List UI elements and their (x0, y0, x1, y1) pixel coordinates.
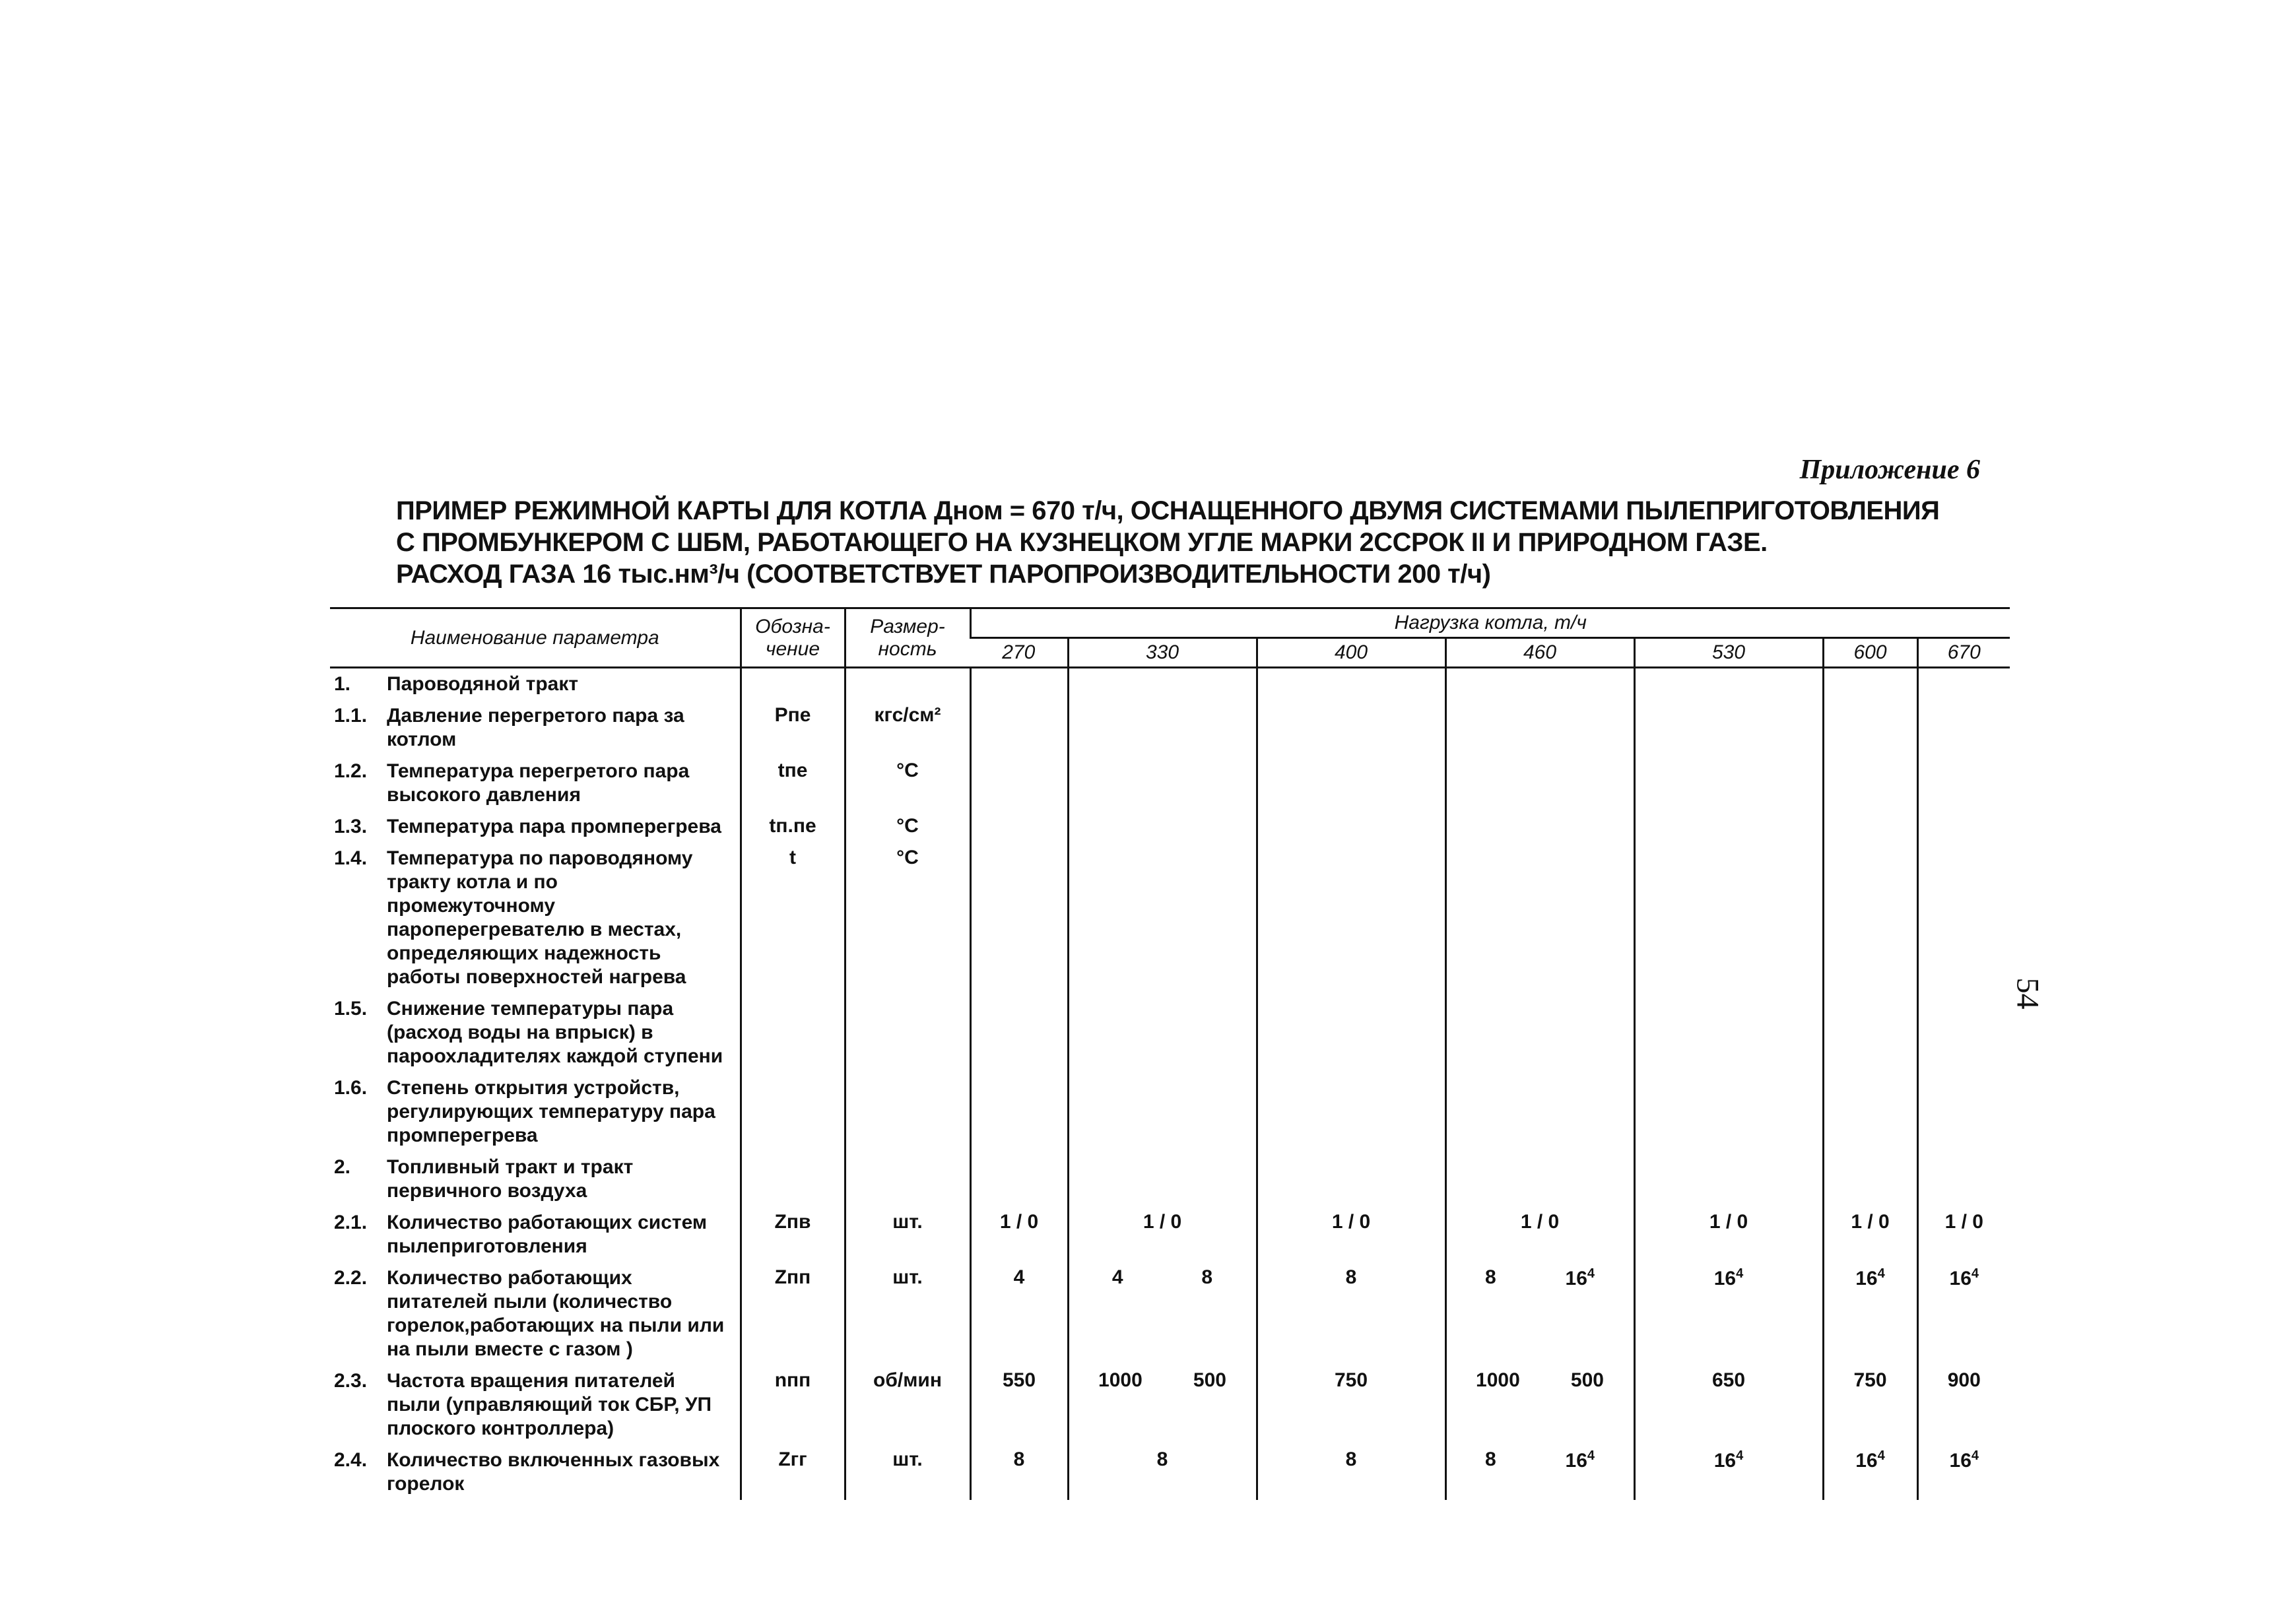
row-name: Степень открытия устройств, регулирующих температуру пара промперегрева (387, 1077, 715, 1146)
value-b: 8 (1201, 1266, 1213, 1288)
row-name: Температура по пароводяному тракту котла и по промежуточному пароперегревателю в местах, определяющих надежность работы поверхностей нагрева (387, 847, 693, 988)
row-symbol: Zпп (741, 1262, 845, 1365)
row-number: 2.1. (334, 1212, 368, 1233)
row-number: 1.5. (334, 998, 368, 1020)
value-cell: 900 (1917, 1365, 2010, 1445)
value-b: 500 (1570, 1369, 1604, 1391)
page-number: 54 (2010, 977, 2045, 1010)
footnote-mark: 4 (1587, 1266, 1595, 1281)
footnote-mark: 4 (1587, 1448, 1595, 1463)
value-cell (1445, 1445, 1634, 1500)
table-row (330, 1262, 2010, 1365)
row-symbol (741, 993, 845, 1072)
row-unit: °С (845, 811, 970, 843)
row-unit: шт. (845, 1207, 970, 1262)
value-a: 8 (1484, 1448, 1496, 1470)
title-line-3: РАСХОД ГАЗА 16 тыс.нм³/ч (СООТВЕТСТВУЕТ ПАРОПРОИЗВОДИТЕЛЬНОСТИ 200 т/ч) (396, 560, 1491, 589)
value-cell: 1 / 0 (970, 1207, 1068, 1262)
value-a: 8 (1484, 1266, 1496, 1288)
row-name: Пароводяной тракт (387, 673, 579, 695)
table-row (330, 756, 2010, 811)
row-name: Количество работающих систем пылеприготовления (387, 1212, 708, 1257)
header-unit: Размер-ность (845, 608, 970, 668)
row-symbol: tп.пе (741, 811, 845, 843)
header-load-600: 600 (1823, 638, 1917, 668)
header-load-400: 400 (1257, 638, 1445, 668)
value-cell: 8 (970, 1445, 1068, 1500)
table-row (330, 993, 2010, 1072)
header-load-270: 270 (970, 638, 1068, 668)
row-number: 1.1. (334, 705, 368, 727)
row-name: Частота вращения питателей пыли (управляющий ток СБР, УП плоского контроллера) (387, 1370, 712, 1439)
value-cell (1445, 1365, 1634, 1445)
header-symbol: Обозна-чение (741, 608, 845, 668)
value-cell: $16^4$ (1823, 1445, 1917, 1500)
value-cell: 8 (1257, 1445, 1445, 1500)
table-row (330, 811, 2010, 843)
row-name: Температура пара промперегрева (387, 816, 721, 837)
row-symbol (741, 1152, 845, 1207)
row-name: Количество работающих питателей пыли (количество горелок,работающих на пыли или на пыли вместе с газом ) (387, 1267, 725, 1360)
row-symbol: nпп (741, 1365, 845, 1445)
table-row (330, 668, 2010, 701)
value-cell: 750 (1823, 1365, 1917, 1445)
header-name: Наименование параметра (330, 608, 741, 668)
header-load-460: 460 (1445, 638, 1634, 668)
appendix-label: Приложение 6 (1799, 455, 1980, 485)
value-cell: $16^4$ (1917, 1262, 2010, 1365)
value-b: $16^4$ (1565, 1448, 1595, 1472)
value-a: 1000 (1098, 1369, 1143, 1391)
row-unit: °С (845, 756, 970, 811)
table-row (330, 1152, 2010, 1207)
row-name: Снижение температуры пара (расход воды на впрыск) в пароохладителях каждой ступени (387, 998, 723, 1067)
value-a: 4 (1111, 1266, 1123, 1288)
table-row (330, 700, 2010, 756)
value-cell: 650 (1634, 1365, 1823, 1445)
value-cell: 550 (970, 1365, 1068, 1445)
row-unit: °С (845, 843, 970, 993)
value-cell: 1 / 0 (1823, 1207, 1917, 1262)
value-b: $16^4$ (1565, 1266, 1595, 1289)
footnote-mark: 4 (1877, 1266, 1885, 1281)
footnote-mark: 4 (1971, 1448, 1979, 1463)
row-number: 2. (334, 1156, 351, 1178)
value-cell: 1 / 0 (1634, 1207, 1823, 1262)
value-cell (1068, 1262, 1257, 1365)
row-unit: об/мин (845, 1365, 970, 1445)
row-number: 1. (334, 673, 351, 695)
header-load-530: 530 (1634, 638, 1823, 668)
table-row (330, 1445, 2010, 1500)
value-cell: $16^4$ (1634, 1262, 1823, 1365)
row-number: 2.4. (334, 1449, 368, 1471)
value-b: 500 (1193, 1369, 1226, 1391)
value-cell: 750 (1257, 1365, 1445, 1445)
value-cell: 8 (1257, 1262, 1445, 1365)
table-row (330, 843, 2010, 993)
value-a: 1000 (1476, 1369, 1520, 1391)
row-name: Температура перегретого пара высокого давления (387, 760, 690, 806)
footnote-mark: 4 (1736, 1448, 1744, 1463)
row-symbol (741, 1072, 845, 1152)
row-symbol (741, 668, 845, 701)
row-symbol: tпе (741, 756, 845, 811)
value-cell: 1 / 0 (1068, 1207, 1257, 1262)
value-cell: 8 (1068, 1445, 1257, 1500)
row-unit: шт. (845, 1262, 970, 1365)
row-symbol: Zпв (741, 1207, 845, 1262)
row-number: 1.3. (334, 816, 368, 837)
row-symbol: t (741, 843, 845, 993)
document-title (396, 495, 1940, 590)
value-cell: 1 / 0 (1257, 1207, 1445, 1262)
row-unit (845, 993, 970, 1072)
row-unit: кгс/см² (845, 700, 970, 756)
value-cell (1068, 1365, 1257, 1445)
value-cell: 4 (970, 1262, 1068, 1365)
row-unit: шт. (845, 1445, 970, 1500)
row-number: 2.2. (334, 1267, 368, 1289)
table-row (330, 1072, 2010, 1152)
row-number: 2.3. (334, 1370, 368, 1392)
table-row (330, 1365, 2010, 1445)
footnote-mark: 4 (1971, 1266, 1979, 1281)
value-cell (1445, 1262, 1634, 1365)
title-line-1: ПРИМЕР РЕЖИМНОЙ КАРТЫ ДЛЯ КОТЛА Дном = 670 т/ч, ОСНАЩЕННОГО ДВУМЯ СИСТЕМАМИ ПЫЛЕПРИГОТОВЛЕНИЯ (396, 496, 1940, 525)
header-load: Нагрузка котла, т/ч (970, 608, 2010, 638)
row-unit (845, 1072, 970, 1152)
footnote-mark: 4 (1736, 1266, 1744, 1281)
row-symbol: Pпе (741, 700, 845, 756)
value-cell: $16^4$ (1823, 1262, 1917, 1365)
row-number: 1.4. (334, 847, 368, 869)
row-unit (845, 1152, 970, 1207)
value-cell: 1 / 0 (1917, 1207, 2010, 1262)
table-row (330, 1207, 2010, 1262)
value-cell: 1 / 0 (1445, 1207, 1634, 1262)
header-load-330: 330 (1068, 638, 1257, 668)
row-number: 1.2. (334, 760, 368, 782)
row-name: Давление перегретого пара за котлом (387, 705, 684, 750)
value-cell: $16^4$ (1634, 1445, 1823, 1500)
row-symbol: Zгг (741, 1445, 845, 1500)
row-name: Топливный тракт и тракт первичного воздуха (387, 1156, 634, 1202)
value-cell: $16^4$ (1917, 1445, 2010, 1500)
row-unit (845, 668, 970, 701)
header-load-670: 670 (1917, 638, 2010, 668)
regime-map-table (330, 607, 2010, 1500)
row-number: 1.6. (334, 1077, 368, 1099)
footnote-mark: 4 (1877, 1448, 1885, 1463)
title-line-2: С ПРОМБУНКЕРОМ С ШБМ, РАБОТАЮЩЕГО НА КУЗНЕЦКОМ УГЛЕ МАРКИ 2ССРОК II И ПРИРОДНОМ ГАЗЕ. (396, 528, 1768, 557)
row-name: Количество включенных газовых горелок (387, 1449, 720, 1495)
